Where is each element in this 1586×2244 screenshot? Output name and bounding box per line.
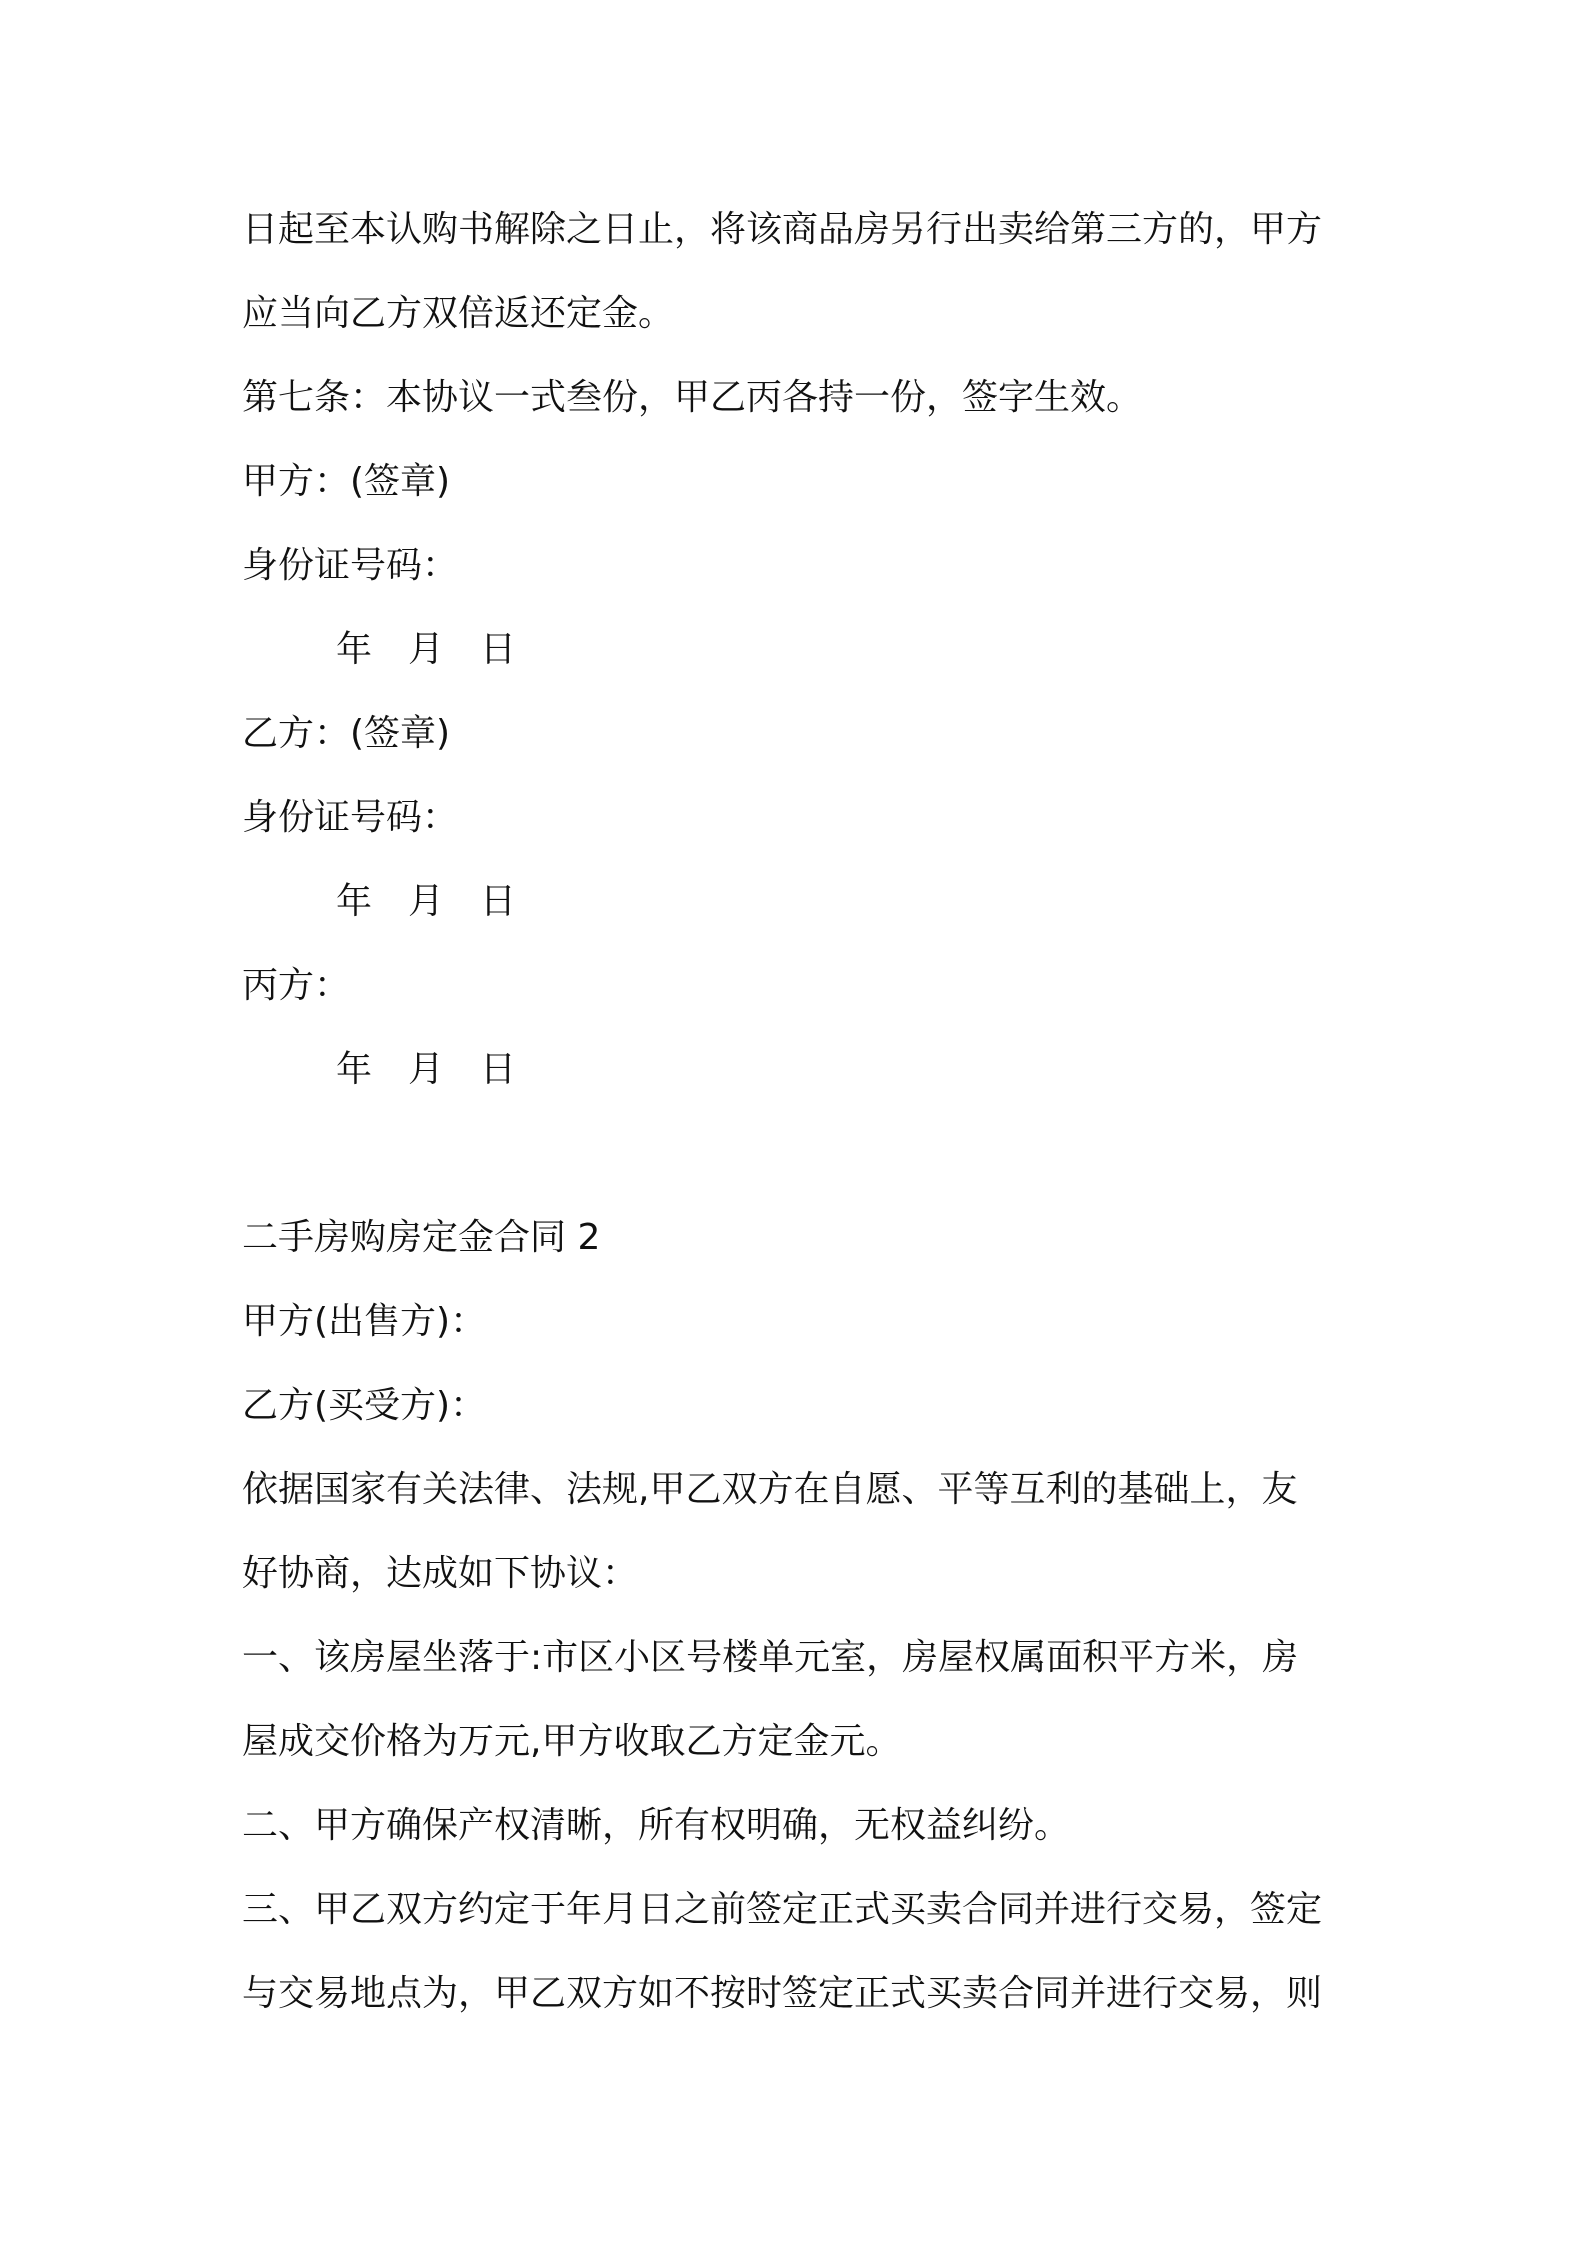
- date-line-b: [242, 860, 1362, 944]
- paragraph-line: 依据国家有关法律、法规,甲乙双方在自愿、平等互利的基础上，友: [242, 1469, 1298, 1510]
- seller-party: 甲方(出售方)：: [242, 1301, 487, 1342]
- date-month: 月: [408, 1049, 445, 1090]
- date-day: 日: [480, 881, 517, 922]
- party-a-id-number: 身份证号码：: [242, 545, 459, 586]
- date-year: 年: [336, 1049, 373, 1090]
- buyer-party: 乙方(买受方)：: [242, 1385, 487, 1426]
- date-year: 年: [336, 881, 373, 922]
- date-month: 月: [408, 881, 445, 922]
- party-c-signature: 丙方：: [242, 965, 351, 1006]
- paragraph-line: 应当向乙方双倍返还定金。: [242, 293, 675, 334]
- date-line-a: [242, 608, 1362, 692]
- date-line-c: [242, 1028, 1362, 1112]
- clause-3: 三、甲乙双方约定于年月日之前签定正式买卖合同并进行交易，签定: [242, 1889, 1323, 1930]
- party-b-signature: 乙方：(签章): [242, 713, 451, 754]
- paragraph-line: 好协商，达成如下协议：: [242, 1553, 639, 1594]
- date-day: 日: [480, 629, 517, 670]
- paragraph-line: 日起至本认购书解除之日止，将该商品房另行出卖给第三方的，甲方: [242, 209, 1323, 250]
- date-day: 日: [480, 1049, 517, 1090]
- contract-title: 二手房购房定金合同 2: [242, 1217, 601, 1258]
- clause-1-cont: 屋成交价格为万元,甲方收取乙方定金元。: [242, 1721, 902, 1762]
- section-1: [242, 188, 1362, 1112]
- date-year: 年: [336, 629, 373, 670]
- party-a-signature: 甲方：(签章): [242, 461, 451, 502]
- clause-1: 一、该房屋坐落于:市区小区号楼单元室，房屋权属面积平方米，房: [242, 1637, 1299, 1678]
- date-month: 月: [408, 629, 445, 670]
- article-7: 第七条：本协议一式叁份，甲乙丙各持一份，签字生效。: [242, 377, 1143, 418]
- clause-3-cont: 与交易地点为，甲乙双方如不按时签定正式买卖合同并进行交易，则: [242, 1973, 1323, 2014]
- party-b-id-number: 身份证号码：: [242, 797, 459, 838]
- section-2: [242, 1196, 1362, 2036]
- clause-2: 二、甲方确保产权清晰，所有权明确，无权益纠纷。: [242, 1805, 1071, 1846]
